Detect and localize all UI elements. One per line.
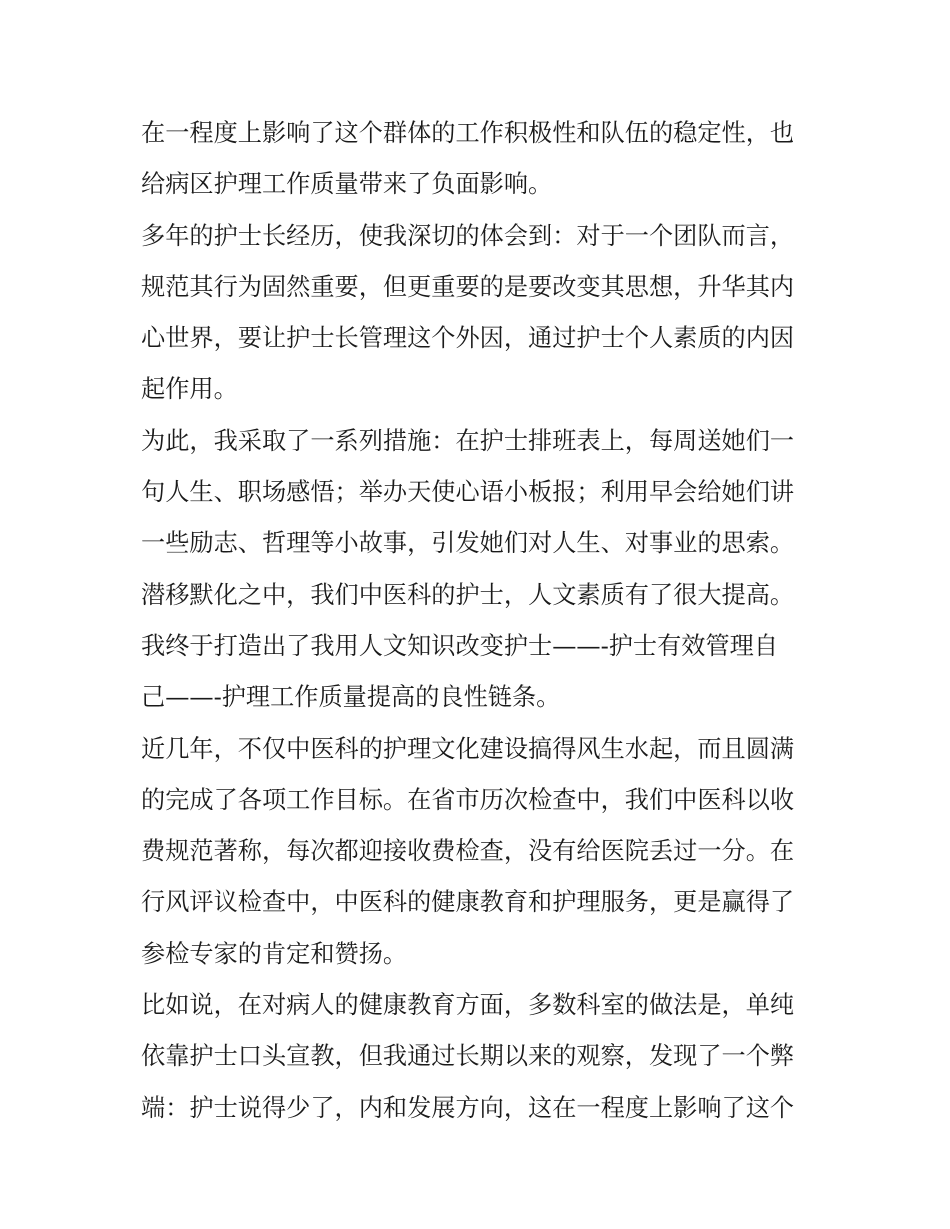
text-line: 心世界，要让护士长管理这个外因，通过护士个人素质的内因 <box>141 324 795 353</box>
text-line: 费规范著称，每次都迎接收费检查，没有给医院丢过一分。在 <box>141 837 795 866</box>
text-line: 我终于打造出了我用人文知识改变护士——-护士有效管理自 <box>141 631 779 660</box>
text-line: 潜移默化之中，我们中医科的护士，人文素质有了很大提高。 <box>141 580 795 609</box>
text-line: 起作用。 <box>141 375 238 404</box>
text-line: 在一程度上影响了这个群体的工作积极性和队伍的稳定性，也 <box>141 119 795 147</box>
text-line: 一些励志、哲理等小故事，引发她们对人生、对事业的思索。 <box>141 529 795 558</box>
text-line: 句人生、职场感悟；举办天使心语小板报；利用早会给她们讲 <box>141 478 795 507</box>
text-line: 行风评议检查中，中医科的健康教育和护理服务，更是赢得了 <box>141 888 795 917</box>
text-line: 多年的护士长经历，使我深切的体会到：对于一个团队而言， <box>141 221 795 250</box>
text-line: 为此，我采取了一系列措施：在护士排班表上，每周送她们一 <box>141 426 795 455</box>
text-line: 近几年，不仅中医科的护理文化建设搞得风生水起，而且圆满 <box>141 734 795 763</box>
text-line: 的完成了各项工作目标。在省市历次检查中，我们中医科以收 <box>141 785 795 814</box>
text-line: 端：护士说得少了，内和发展方向，这在一程度上影响了这个 <box>141 1093 795 1122</box>
document-body <box>141 108 821 1134</box>
text-line: 依靠护士口头宣教，但我通过长期以来的观察，发现了一个弊 <box>141 1042 795 1071</box>
text-line: 规范其行为固然重要，但更重要的是要改变其思想，升华其内 <box>141 272 795 301</box>
text-line: 己——-护理工作质量提高的良性链条。 <box>141 683 561 712</box>
text-line: 给病区护理工作质量带来了负面影响。 <box>141 170 553 199</box>
text-line: 比如说，在对病人的健康教育方面，多数科室的做法是，单纯 <box>141 991 795 1020</box>
text-line: 参检专家的肯定和赞扬。 <box>141 939 408 968</box>
